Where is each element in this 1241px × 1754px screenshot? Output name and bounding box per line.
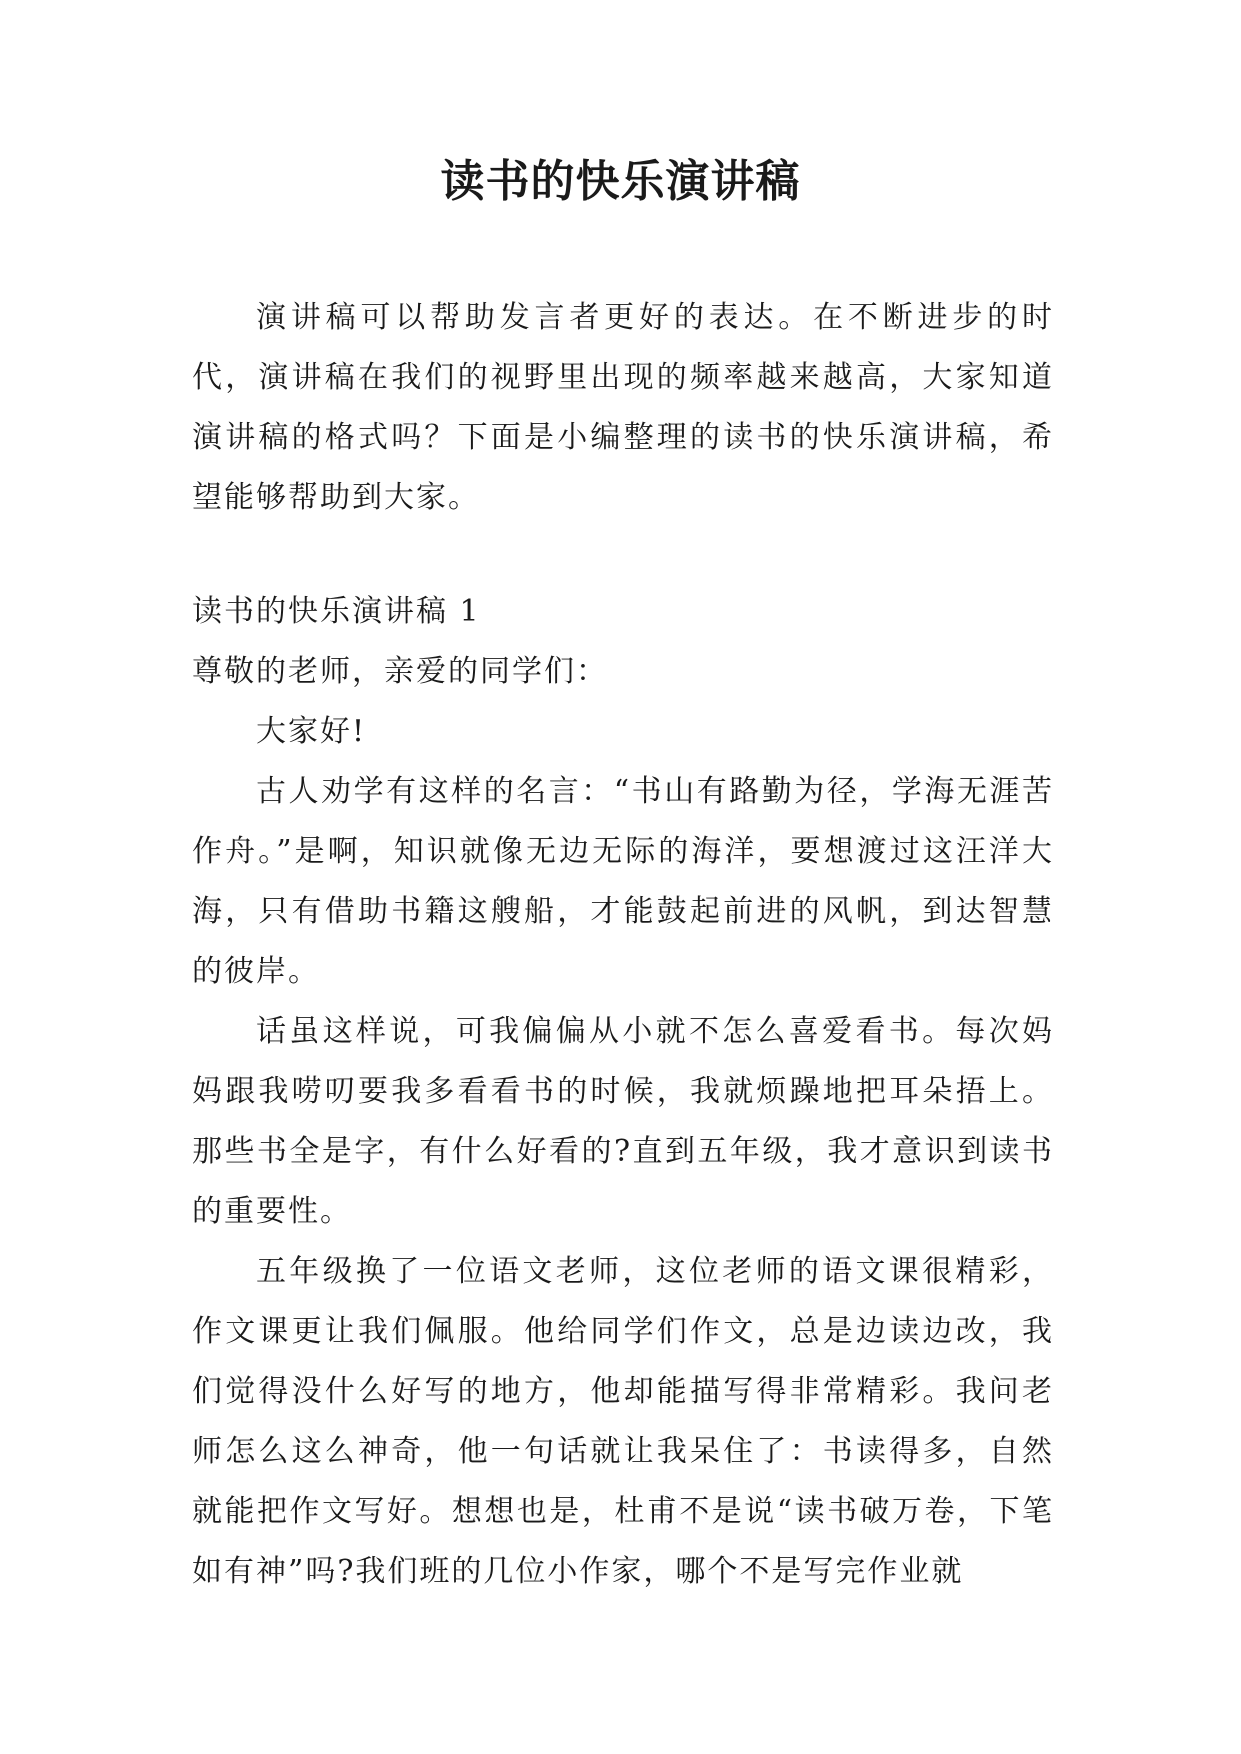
body-paragraph: 五年级换了一位语文老师，这位老师的语文课很精彩，作文课更让我们佩服。他给同学们作文，总是边读边改，我们觉得没什么好写的地方，他却能描写得非常精彩。我问老师怎么这么神奇，他一句话就让我呆住了：书读得多，自然就能把作文写好。想想也是，杜甫不是说“读书破万卷，下笔如有神”吗?我们班的几位小作家，哪个不是写完作业就 bbox=[192, 1254, 1054, 1589]
document-body bbox=[192, 288, 1054, 1602]
section-heading: 读书的快乐演讲稿 1 bbox=[192, 594, 481, 629]
section-spacer bbox=[192, 528, 1054, 582]
body-paragraph: 话虽这样说，可我偏偏从小就不怎么喜爱看书。每次妈妈跟我唠叨要我多看看书的时候，我就烦躁地把耳朵捂上。那些书全是字，有什么好看的?直到五年级，我才意识到读书的重要性。 bbox=[192, 1014, 1054, 1229]
document-title: 读书的快乐演讲稿 bbox=[440, 156, 801, 207]
intro-paragraph: 演讲稿可以帮助发言者更好的表达。在不断进步的时代，演讲稿在我们的视野里出现的频率越来越高，大家知道演讲稿的格式吗？下面是小编整理的读书的快乐演讲稿，希望能够帮助到大家。 bbox=[192, 300, 1054, 515]
body-paragraph: 古人劝学有这样的名言：“书山有路勤为径，学海无涯苦作舟。”是啊，知识就像无边无际的海洋，要想渡过这汪洋大海，只有借助书籍这艘船，才能鼓起前进的风帆，到达智慧的彼岸。 bbox=[192, 774, 1054, 989]
salutation: 尊敬的老师，亲爱的同学们： bbox=[192, 654, 608, 689]
greeting: 大家好! bbox=[256, 714, 367, 749]
